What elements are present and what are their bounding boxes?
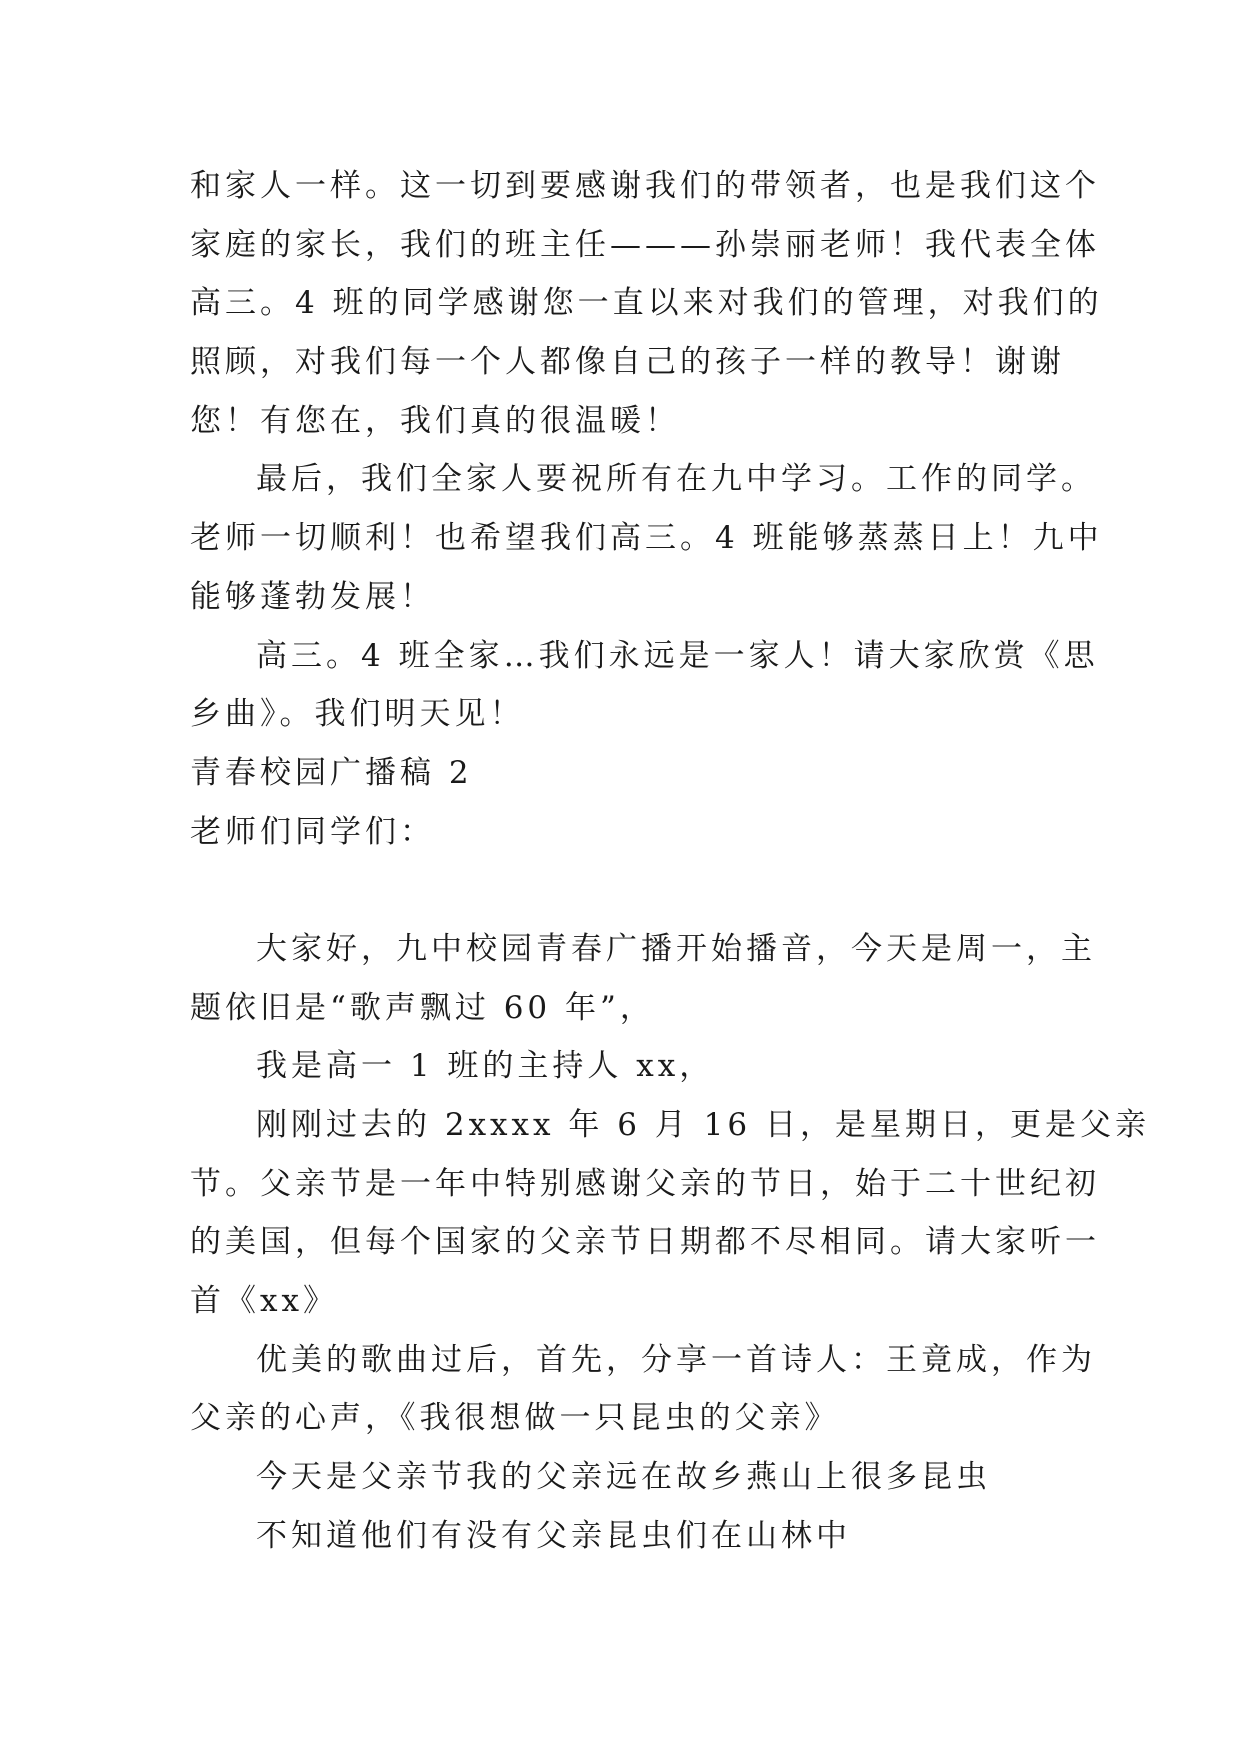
paragraph-line: 高三。4 班的同学感谢您一直以来对我们的管理，对我们的 xyxy=(190,285,1103,322)
paragraph-line: 您！有您在，我们真的很温暖！ xyxy=(190,402,680,439)
document-body xyxy=(190,157,1150,1566)
poem-line: 今天是父亲节我的父亲远在故乡燕山上很多昆虫 xyxy=(256,1459,991,1496)
paragraph-line: 乡曲》。我们明天见！ xyxy=(190,696,525,733)
paragraph-line: 节。父亲节是一年中特别感谢父亲的节日，始于二十世纪初 xyxy=(190,1165,1100,1202)
paragraph-line: 的美国，但每个国家的父亲节日期都不尽相同。请大家听一 xyxy=(190,1224,1100,1261)
paragraph-line: 老师一切顺利！也希望我们高三。4 班能够蒸蒸日上！九中 xyxy=(190,520,1103,557)
paragraph-line: 父亲的心声，《我很想做一只昆虫的父亲》 xyxy=(190,1400,840,1437)
paragraph-line: 家庭的家长，我们的班主任———孙崇丽老师！我代表全体 xyxy=(190,226,1100,263)
poem-line: 不知道他们有没有父亲昆虫们在山林中 xyxy=(256,1517,851,1554)
paragraph-line: 和家人一样。这一切到要感谢我们的带领者，也是我们这个 xyxy=(190,168,1100,204)
paragraph-line: 高三。4 班全家…我们永远是一家人！请大家欣赏《思 xyxy=(256,637,1099,674)
paragraph-line: 首《xx》 xyxy=(190,1283,338,1320)
paragraph-line: 我是高一 1 班的主持人 xx， xyxy=(256,1048,715,1085)
paragraph-line: 题依旧是“歌声飘过 60 年”， xyxy=(190,989,655,1026)
paragraph-line: 能够蓬勃发展！ xyxy=(190,578,435,615)
paragraph-line: 优美的歌曲过后，首先，分享一首诗人：王竟成，作为 xyxy=(256,1341,1096,1378)
blank-line xyxy=(190,861,1070,920)
paragraph-line: 刚刚过去的 2xxxx 年 6 月 16 日，是星期日，更是父亲 xyxy=(256,1107,1150,1143)
paragraph-line: 最后，我们全家人要祝所有在九中学习。工作的同学。 xyxy=(256,461,1096,498)
paragraph-line: 大家好，九中校园青春广播开始播音，今天是周一，主 xyxy=(256,930,1096,967)
salutation: 老师们同学们： xyxy=(190,813,435,850)
section-title: 青春校园广播稿 2 xyxy=(190,754,473,791)
paragraph-line: 照顾，对我们每一个人都像自己的孩子一样的教导！谢谢 xyxy=(190,344,1065,381)
